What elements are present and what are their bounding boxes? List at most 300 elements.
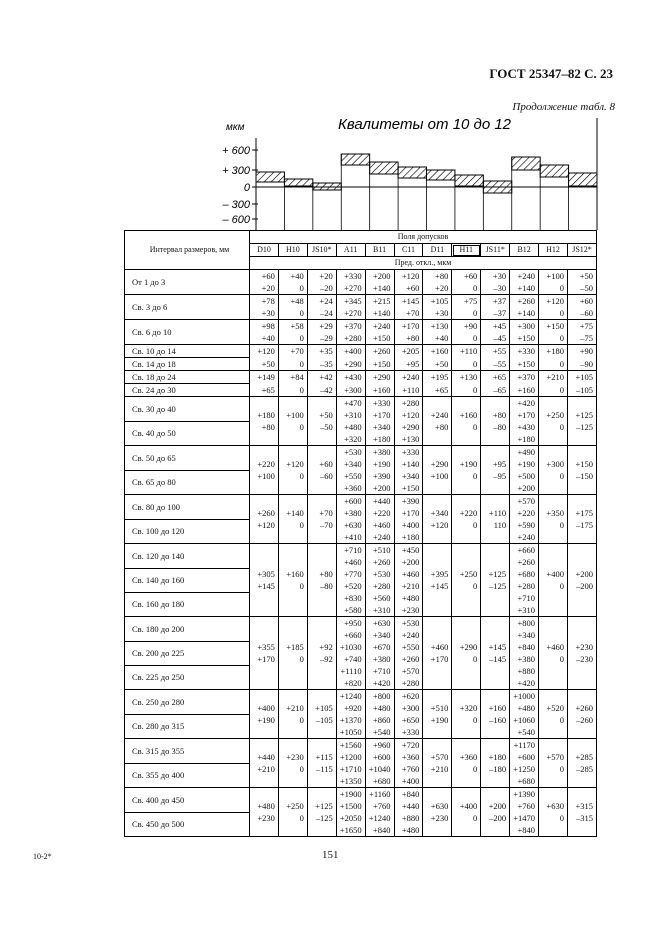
deviation-value: +20 <box>250 282 279 295</box>
interval-label: Св. 18 до 24 <box>125 371 250 384</box>
deviation-header: Пред. откл., мкм <box>250 257 597 270</box>
deviation-value: +50 <box>307 409 336 421</box>
deviation-value: +170 <box>394 320 423 333</box>
deviation-value: +260 <box>365 556 394 568</box>
deviation-value <box>452 604 481 617</box>
deviation-value <box>481 677 510 690</box>
scale-label: + 600 <box>222 145 250 157</box>
deviation-value: –80 <box>481 421 510 433</box>
deviation-value: +840 <box>365 824 394 837</box>
deviation-value: –105 <box>307 714 336 726</box>
column-header-h12: H12 <box>539 244 568 257</box>
deviation-value <box>307 482 336 495</box>
deviation-value: +170 <box>365 409 394 421</box>
deviation-value <box>539 433 568 446</box>
deviation-value <box>250 824 279 837</box>
deviation-value <box>567 726 596 739</box>
deviation-value: +510 <box>365 544 394 557</box>
deviation-value: –37 <box>481 307 510 320</box>
deviation-value <box>539 629 568 641</box>
deviation-value <box>481 397 510 410</box>
deviation-value: +540 <box>510 726 539 739</box>
deviation-value <box>481 482 510 495</box>
deviation-value: –50 <box>307 421 336 433</box>
table-row <box>125 421 597 433</box>
deviation-value: +840 <box>510 824 539 837</box>
deviation-value <box>567 433 596 446</box>
deviation-value: +540 <box>365 726 394 739</box>
table-row <box>125 384 597 397</box>
deviation-value: +70 <box>394 307 423 320</box>
deviation-value: +250 <box>539 409 568 421</box>
deviation-value: +1000 <box>510 690 539 703</box>
deviation-value: +260 <box>365 345 394 358</box>
deviation-value: 0 <box>539 470 568 482</box>
deviation-value: +260 <box>510 295 539 308</box>
deviation-value: +280 <box>336 332 365 345</box>
scale-label: – 600 <box>222 214 250 226</box>
deviation-value: +400 <box>250 702 279 714</box>
deviation-value: +125 <box>307 800 336 812</box>
deviation-value <box>250 677 279 690</box>
deviation-value: +520 <box>539 702 568 714</box>
deviation-value: +105 <box>567 371 596 384</box>
table-row <box>125 665 597 677</box>
deviation-value: 0 <box>278 421 307 433</box>
deviation-value: +120 <box>539 295 568 308</box>
deviation-value <box>567 629 596 641</box>
deviation-value: +270 <box>336 282 365 295</box>
deviation-value: +390 <box>365 470 394 482</box>
deviation-value: +84 <box>278 371 307 384</box>
deviation-value: +75 <box>567 320 596 333</box>
interval-label: Св. 120 до 140 <box>125 544 250 569</box>
deviation-value: +240 <box>510 531 539 544</box>
deviation-value: +145 <box>250 580 279 592</box>
deviation-value: +260 <box>250 507 279 519</box>
deviation-value: +190 <box>423 714 452 726</box>
deviation-value: +330 <box>510 345 539 358</box>
table-row <box>125 446 597 459</box>
deviation-value: +310 <box>510 604 539 617</box>
table-row <box>125 739 597 752</box>
deviation-value: +290 <box>452 641 481 653</box>
deviation-value: +360 <box>336 482 365 495</box>
deviation-value: 0 <box>539 714 568 726</box>
deviation-value: +570 <box>539 751 568 763</box>
deviation-value: +1240 <box>365 812 394 824</box>
deviation-value: +285 <box>567 751 596 763</box>
deviation-value: +40 <box>278 270 307 283</box>
deviation-value: +90 <box>452 320 481 333</box>
deviation-value: +530 <box>365 568 394 580</box>
deviation-value: 0 <box>539 653 568 665</box>
deviation-value: +490 <box>510 446 539 459</box>
deviation-value: +60 <box>394 282 423 295</box>
table-row <box>125 812 597 824</box>
deviation-value <box>539 556 568 568</box>
deviation-value <box>423 592 452 604</box>
scale-label: + 300 <box>222 165 250 177</box>
deviation-value: +620 <box>394 690 423 703</box>
deviation-value: +480 <box>365 702 394 714</box>
deviation-value: +460 <box>539 641 568 653</box>
page-number: 151 <box>322 849 339 861</box>
deviation-value <box>307 495 336 508</box>
column-header-a11: A11 <box>336 244 365 257</box>
deviation-value: +240 <box>365 531 394 544</box>
deviation-value: +100 <box>423 470 452 482</box>
deviation-value: –150 <box>567 470 596 482</box>
deviation-value <box>539 824 568 837</box>
deviation-value: +1200 <box>336 751 365 763</box>
deviation-value: +310 <box>365 604 394 617</box>
deviation-value: +630 <box>423 800 452 812</box>
deviation-value: +230 <box>250 812 279 824</box>
table-row <box>125 714 597 726</box>
deviation-value: +170 <box>250 653 279 665</box>
deviation-value: +130 <box>394 433 423 446</box>
deviation-value: +160 <box>278 568 307 580</box>
deviation-value: +1170 <box>510 739 539 752</box>
deviation-value <box>539 739 568 752</box>
deviation-value <box>307 788 336 801</box>
deviation-value: +90 <box>567 345 596 358</box>
deviation-value: +280 <box>510 580 539 592</box>
deviation-value <box>452 556 481 568</box>
interval-label: Св. 50 до 65 <box>125 446 250 471</box>
deviation-value: +180 <box>394 531 423 544</box>
deviation-value: 0 <box>452 580 481 592</box>
deviation-value <box>539 544 568 557</box>
deviation-value: +37 <box>481 295 510 308</box>
deviation-value: –60 <box>567 307 596 320</box>
interval-label: Св. 225 до 250 <box>125 665 250 690</box>
deviation-value: +420 <box>510 397 539 410</box>
table-row <box>125 519 597 531</box>
deviation-value: –60 <box>307 470 336 482</box>
deviation-value <box>481 617 510 630</box>
deviation-value: +600 <box>336 495 365 508</box>
footer-signature: 10-2* <box>33 852 52 861</box>
deviation-value: +290 <box>423 458 452 470</box>
deviation-value: +460 <box>423 641 452 653</box>
deviation-value: +880 <box>394 812 423 824</box>
deviation-value: +150 <box>510 358 539 371</box>
deviation-value: +360 <box>452 751 481 763</box>
deviation-value: +160 <box>510 384 539 397</box>
deviation-value: +450 <box>394 544 423 557</box>
deviation-value <box>250 433 279 446</box>
deviation-value <box>278 531 307 544</box>
table-row <box>125 371 597 384</box>
deviation-value <box>452 592 481 604</box>
deviation-value <box>307 617 336 630</box>
deviation-value <box>481 739 510 752</box>
deviation-value: +380 <box>510 653 539 665</box>
deviation-value <box>481 665 510 677</box>
deviation-value <box>452 495 481 508</box>
deviation-value: +260 <box>394 653 423 665</box>
deviation-value: +460 <box>336 556 365 568</box>
deviation-value <box>481 495 510 508</box>
deviation-value: +50 <box>567 270 596 283</box>
scale-label: 0 <box>243 182 250 194</box>
deviation-value: 0 <box>452 714 481 726</box>
deviation-value: –45 <box>481 332 510 345</box>
deviation-value <box>423 788 452 801</box>
deviation-value: +140 <box>510 282 539 295</box>
deviation-value <box>278 665 307 677</box>
deviation-value: 0 <box>452 519 481 531</box>
deviation-value: +800 <box>365 690 394 703</box>
deviation-value: +175 <box>567 507 596 519</box>
deviation-value <box>539 446 568 459</box>
deviation-value: +480 <box>510 702 539 714</box>
diagram-unit-label: мкм <box>226 122 245 133</box>
deviation-value: +800 <box>510 617 539 630</box>
deviation-value: +110 <box>452 345 481 358</box>
deviation-value <box>307 592 336 604</box>
deviation-value: +710 <box>510 592 539 604</box>
column-header-js12: JS12* <box>567 244 596 257</box>
deviation-value <box>567 739 596 752</box>
deviation-value <box>452 788 481 801</box>
deviation-value: +1050 <box>336 726 365 739</box>
deviation-value: +470 <box>336 397 365 410</box>
deviation-value: +180 <box>365 433 394 446</box>
deviation-value <box>250 629 279 641</box>
deviation-value: +510 <box>423 702 452 714</box>
interval-label: Св. 14 до 18 <box>125 358 250 371</box>
deviation-value: +480 <box>336 421 365 433</box>
deviation-value: 0 <box>278 282 307 295</box>
interval-label: Св. 24 до 30 <box>125 384 250 397</box>
deviation-value: +670 <box>365 641 394 653</box>
deviation-value: +40 <box>423 332 452 345</box>
deviation-value: +150 <box>539 320 568 333</box>
deviation-value <box>250 482 279 495</box>
deviation-value: 0 <box>452 812 481 824</box>
deviation-value: +420 <box>510 677 539 690</box>
deviation-value: 0 <box>539 358 568 371</box>
table-row <box>125 345 597 358</box>
deviation-value: –145 <box>481 653 510 665</box>
deviation-value: +550 <box>394 641 423 653</box>
deviation-value <box>250 604 279 617</box>
table-row <box>125 568 597 580</box>
table-row <box>125 397 597 410</box>
interval-label: Св. 280 до 315 <box>125 714 250 739</box>
deviation-value: +880 <box>510 665 539 677</box>
deviation-value <box>452 739 481 752</box>
deviation-value <box>423 531 452 544</box>
tolerance-fields-diagram <box>0 0 661 232</box>
deviation-value: +75 <box>452 295 481 308</box>
table-continuation-label: Продолжение табл. 8 <box>512 101 615 113</box>
tolerance-band <box>540 165 568 177</box>
deviation-value: +520 <box>336 580 365 592</box>
deviation-value: +680 <box>510 568 539 580</box>
deviation-value <box>539 592 568 604</box>
deviation-value: –175 <box>567 519 596 531</box>
deviation-value <box>307 446 336 459</box>
deviation-value: +240 <box>423 409 452 421</box>
deviation-value: +200 <box>365 482 394 495</box>
deviation-value: +400 <box>539 568 568 580</box>
deviation-value: +170 <box>394 507 423 519</box>
interval-label: Св. 160 до 180 <box>125 592 250 617</box>
deviation-value: +320 <box>452 702 481 714</box>
deviation-value: +320 <box>336 433 365 446</box>
deviation-value <box>250 726 279 739</box>
deviation-value: –80 <box>307 580 336 592</box>
deviation-value: +400 <box>394 519 423 531</box>
deviation-value: –200 <box>481 812 510 824</box>
deviation-value: +65 <box>250 384 279 397</box>
deviation-value <box>423 397 452 410</box>
deviation-value: +120 <box>250 519 279 531</box>
deviation-value <box>278 824 307 837</box>
deviation-value <box>423 556 452 568</box>
deviation-value: –230 <box>567 653 596 665</box>
deviation-value: +150 <box>365 358 394 371</box>
deviation-value: –160 <box>481 714 510 726</box>
deviation-value: –90 <box>567 358 596 371</box>
deviation-value: 0 <box>452 421 481 433</box>
deviation-value: +140 <box>365 307 394 320</box>
deviation-value <box>567 495 596 508</box>
deviation-value: +1160 <box>365 788 394 801</box>
deviation-value: +1110 <box>336 665 365 677</box>
deviation-value: +185 <box>278 641 307 653</box>
deviation-value: +210 <box>278 702 307 714</box>
deviation-value: –285 <box>567 763 596 775</box>
deviation-value: +300 <box>539 458 568 470</box>
deviation-value: –65 <box>481 384 510 397</box>
deviation-value: –75 <box>567 332 596 345</box>
deviation-value: +860 <box>365 714 394 726</box>
deviation-value: +58 <box>278 320 307 333</box>
deviation-value <box>278 544 307 557</box>
deviation-value: +220 <box>452 507 481 519</box>
deviation-value: +145 <box>423 580 452 592</box>
deviation-value: +70 <box>307 507 336 519</box>
interval-label: Св. 3 до 6 <box>125 295 250 320</box>
deviation-value: +300 <box>510 320 539 333</box>
tolerance-band <box>483 181 511 193</box>
deviation-value: +760 <box>365 800 394 812</box>
deviation-value: +720 <box>394 739 423 752</box>
deviation-value: 0 <box>278 519 307 531</box>
deviation-value: +105 <box>423 295 452 308</box>
diagram-field-columns <box>256 154 597 230</box>
deviation-value <box>307 604 336 617</box>
deviation-value: +840 <box>394 788 423 801</box>
deviation-value: +160 <box>423 345 452 358</box>
column-header-js10: JS10* <box>307 244 336 257</box>
deviation-value: +210 <box>394 580 423 592</box>
deviation-value: 0 <box>278 307 307 320</box>
deviation-value: +230 <box>394 604 423 617</box>
deviation-value: +250 <box>452 568 481 580</box>
deviation-value: 0 <box>278 812 307 824</box>
column-header-h10: H10 <box>278 244 307 257</box>
deviation-value <box>423 544 452 557</box>
tolerance-band <box>370 162 398 174</box>
deviation-value: +55 <box>481 345 510 358</box>
standard-header: ГОСТ 25347–82 С. 23 <box>489 66 613 81</box>
deviation-value: +340 <box>423 507 452 519</box>
deviation-value <box>567 556 596 568</box>
deviation-value: +710 <box>365 665 394 677</box>
deviation-value: 0 <box>278 470 307 482</box>
deviation-value: +370 <box>510 371 539 384</box>
deviation-value: +48 <box>278 295 307 308</box>
deviation-value: 0 <box>278 714 307 726</box>
deviation-value: –24 <box>307 307 336 320</box>
deviation-value: +950 <box>336 617 365 630</box>
deviation-value: +220 <box>250 458 279 470</box>
deviation-value: +160 <box>452 409 481 421</box>
deviation-value: +150 <box>365 332 394 345</box>
deviation-value <box>423 629 452 641</box>
deviation-value <box>481 690 510 703</box>
deviation-value <box>567 665 596 677</box>
deviation-value <box>539 482 568 495</box>
column-header-b12: B12 <box>510 244 539 257</box>
deviation-value: +360 <box>394 751 423 763</box>
deviation-value <box>539 690 568 703</box>
deviation-value <box>452 677 481 690</box>
deviation-value <box>567 446 596 459</box>
deviation-value: +130 <box>423 320 452 333</box>
deviation-value: +680 <box>510 775 539 788</box>
deviation-value <box>539 677 568 690</box>
deviation-value <box>250 775 279 788</box>
deviation-value: +280 <box>394 677 423 690</box>
deviation-value: +820 <box>336 677 365 690</box>
deviation-value: +680 <box>365 775 394 788</box>
deviation-value <box>452 397 481 410</box>
deviation-value <box>250 556 279 568</box>
deviation-value: +65 <box>481 371 510 384</box>
deviation-value: +60 <box>307 458 336 470</box>
deviation-value: +140 <box>365 282 394 295</box>
interval-label: Св. 355 до 400 <box>125 763 250 788</box>
deviation-value: +230 <box>278 751 307 763</box>
deviation-value: –105 <box>567 384 596 397</box>
column-header-js11: JS11* <box>481 244 510 257</box>
deviation-value: –29 <box>307 332 336 345</box>
deviation-value: 0 <box>278 358 307 371</box>
deviation-value: +1650 <box>336 824 365 837</box>
deviation-value: +330 <box>394 726 423 739</box>
deviation-value <box>567 617 596 630</box>
deviation-value: 0 <box>278 384 307 397</box>
deviation-value: –20 <box>307 282 336 295</box>
deviation-value: 0 <box>539 580 568 592</box>
deviation-value <box>250 495 279 508</box>
deviation-value: +1250 <box>510 763 539 775</box>
deviation-value: +80 <box>423 421 452 433</box>
deviation-value <box>278 629 307 641</box>
deviation-value: 0 <box>539 307 568 320</box>
deviation-value: +370 <box>336 320 365 333</box>
deviation-value <box>307 531 336 544</box>
deviation-value <box>481 775 510 788</box>
deviation-value: +380 <box>336 507 365 519</box>
